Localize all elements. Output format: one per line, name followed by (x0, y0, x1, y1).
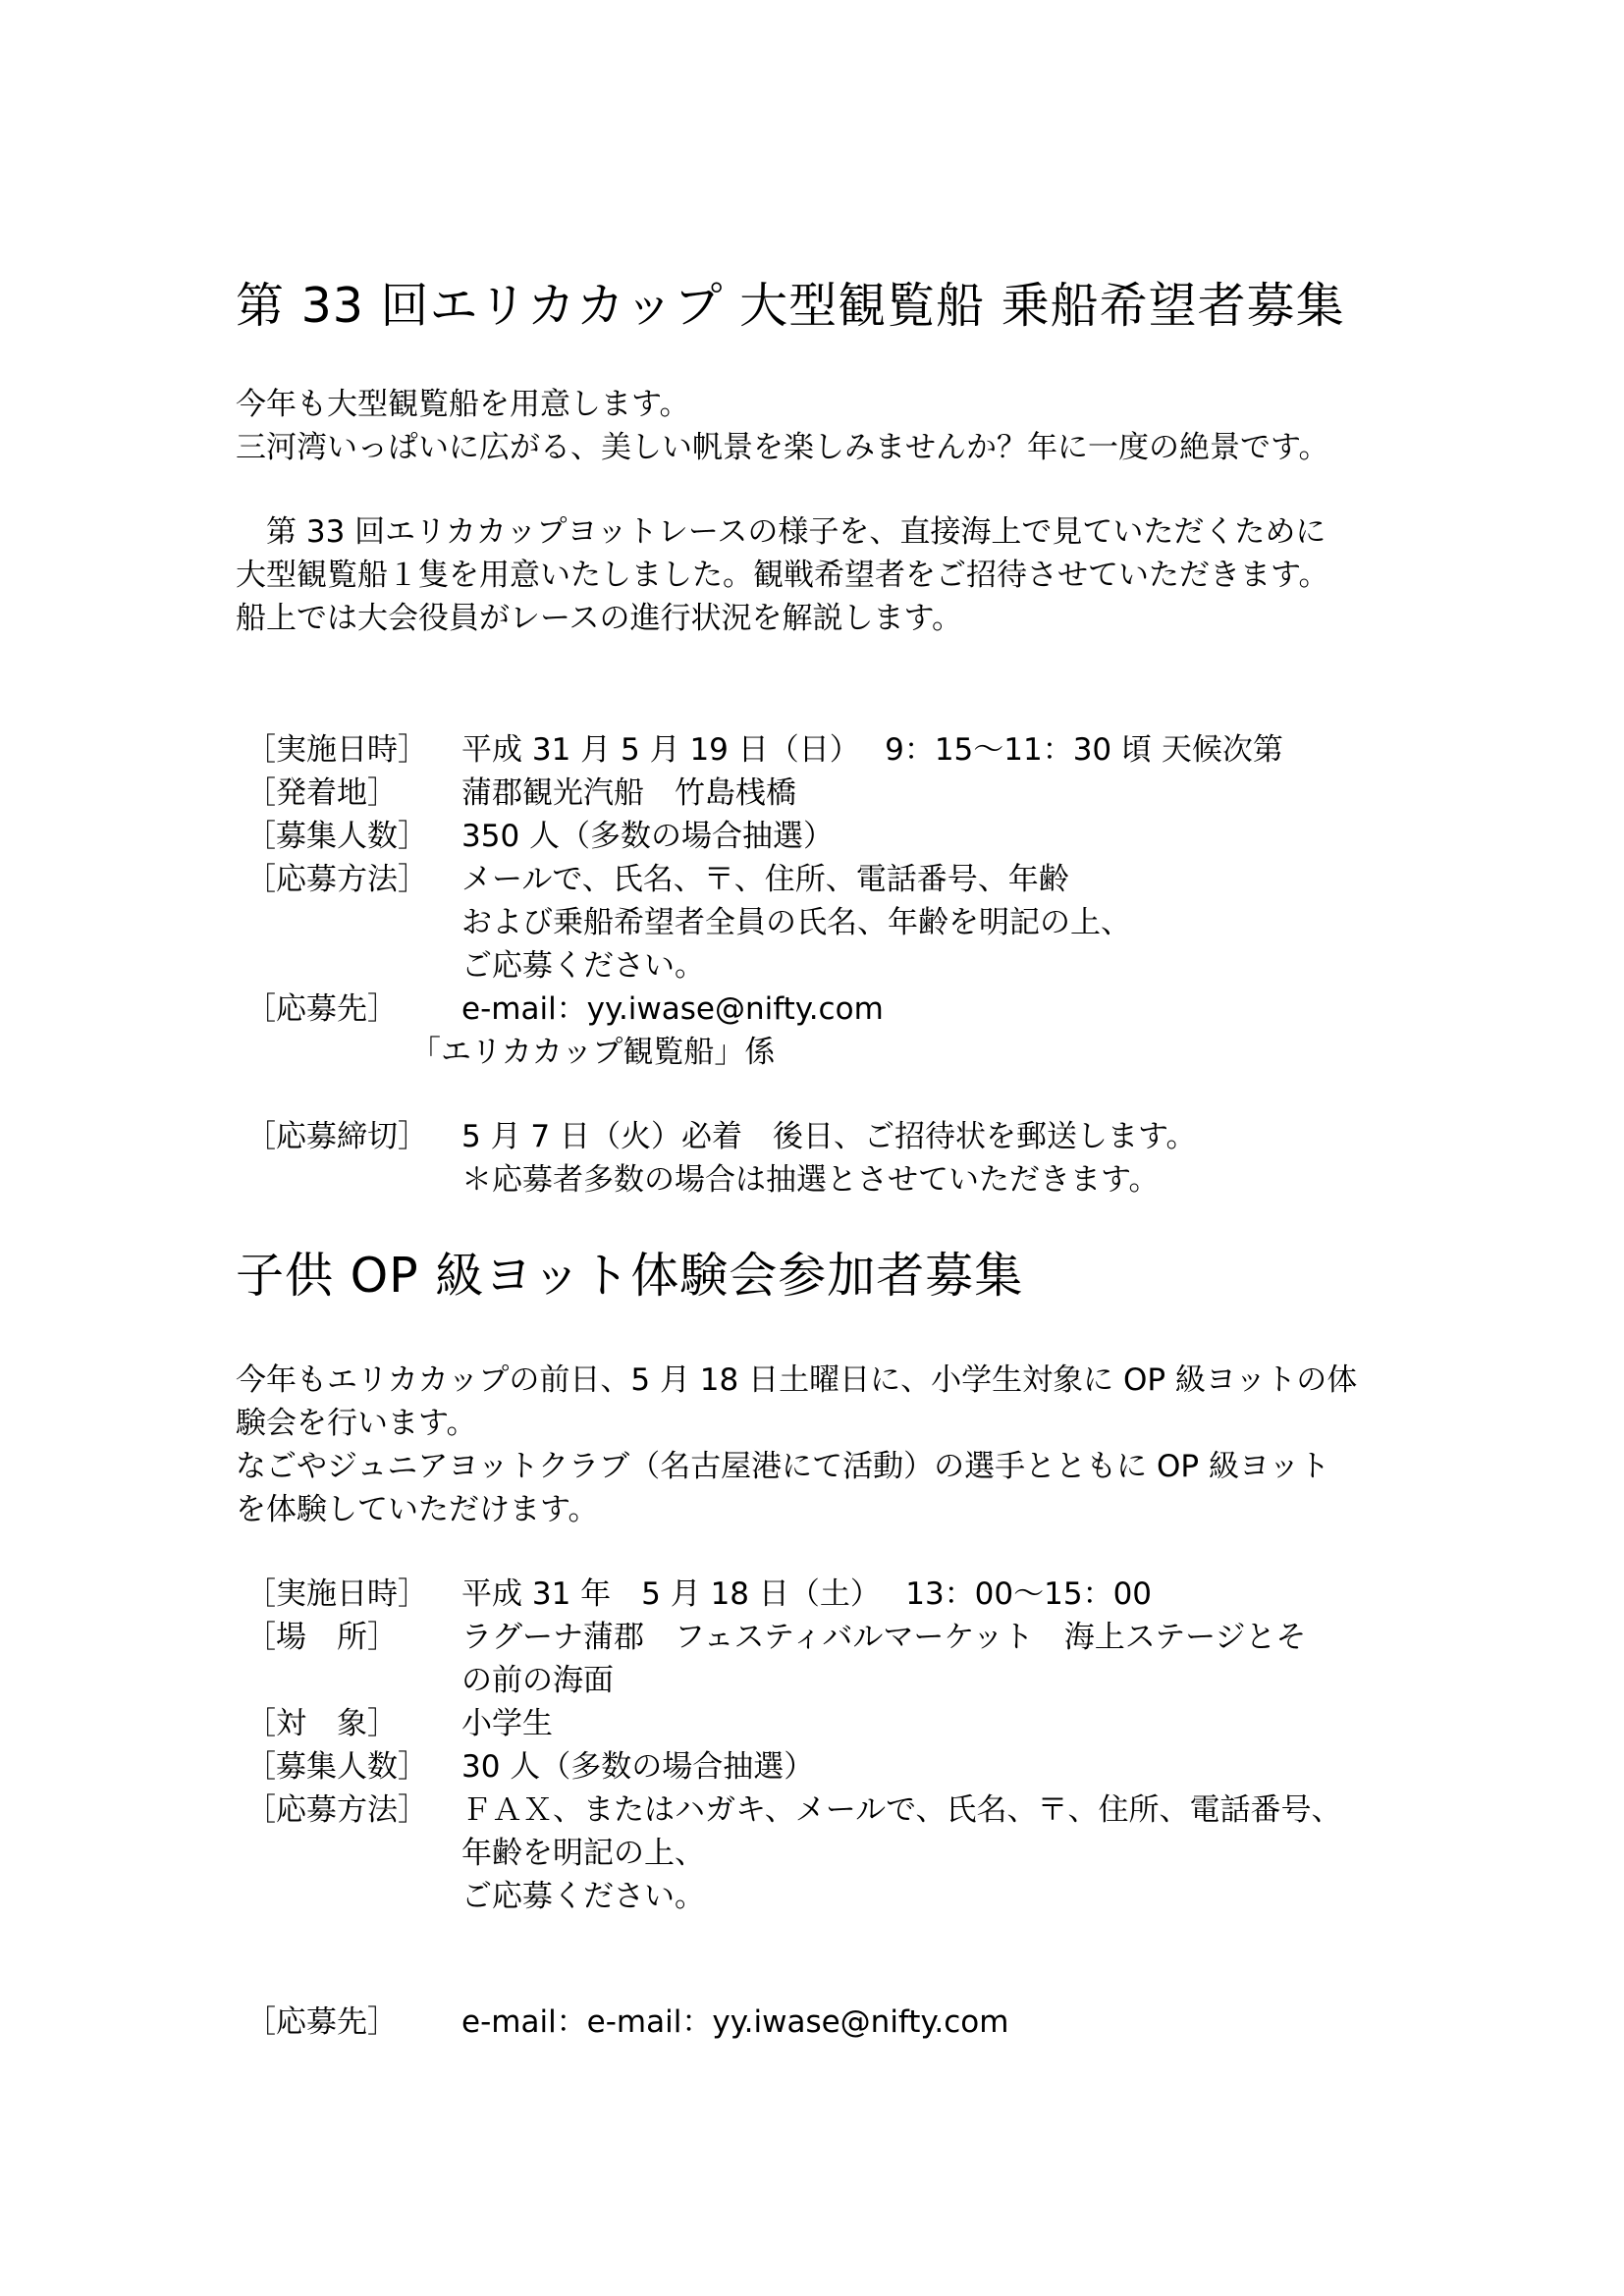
deadline-label: ［応募締切］ (245, 1119, 428, 1154)
section1-body-line: 第 33 回エリカカップヨットレースの様子を、直接海上で見ていただくために (236, 514, 1326, 550)
contact-note: 「エリカカップ観覧船」係 (410, 1035, 776, 1070)
method-line: および乗船希望者全員の氏名、年齢を明記の上、 (461, 905, 1131, 940)
deadline-note: ＊応募者多数の場合は抽選とさせていただきます。 (461, 1162, 1160, 1198)
method-line: 年齢を明記の上、 (461, 1836, 705, 1871)
capacity-value: 30 人（多数の場合抽選） (461, 1749, 815, 1785)
section2-intro-line: なごやジュニアヨットクラブ（名古屋港にて活動）の選手とともに OP 級ヨット (236, 1449, 1330, 1484)
place-line: の前の海面 (461, 1663, 614, 1698)
place-label: ［場 所］ (245, 1620, 398, 1655)
contact-label: ［応募先］ (245, 2004, 398, 2040)
capacity-label: ［募集人数］ (245, 1749, 428, 1785)
method-label: ［応募方法］ (245, 862, 428, 897)
section2-intro-line: 験会を行います。 (236, 1406, 477, 1441)
section2-title: 子供 OP 級ヨット体験会参加者募集 (236, 1248, 1024, 1304)
section1-body-line: 船上では大会役員がレースの進行状況を解説します。 (236, 601, 962, 636)
section2-intro-line: 今年もエリカカップの前日、5 月 18 日土曜日に、小学生対象に OP 級ヨットの体 (236, 1362, 1358, 1398)
capacity-value: 350 人（多数の場合抽選） (461, 819, 835, 854)
section1-title: 第 33 回エリカカップ 大型観覧船 乗船希望者募集 (236, 278, 1345, 334)
contact-email[interactable]: e-mail：yy.iwase@nifty.com (461, 991, 884, 1027)
contact-email[interactable]: e-mail：e-mail：yy.iwase@nifty.com (461, 2004, 1009, 2040)
capacity-label: ［募集人数］ (245, 819, 428, 854)
method-line: メールで、氏名、〒、住所、電話番号、年齢 (461, 862, 1069, 897)
place-value: 蒲郡観光汽船 竹島桟橋 (461, 775, 796, 811)
section1-body-line: 大型観覧船１隻を用意いたしました。観戦希望者をご招待させていただきます。 (236, 558, 1329, 593)
date-label: ［実施日時］ (245, 732, 428, 768)
place-label: ［発着地］ (245, 775, 398, 811)
target-label: ［対 象］ (245, 1706, 398, 1741)
method-line: ご応募ください。 (461, 1879, 705, 1914)
place-line: ラグーナ蒲郡 フェスティバルマーケット 海上ステージとそ (461, 1620, 1307, 1655)
section2-intro-line: を体験していただけます。 (236, 1492, 599, 1527)
section1-intro-line: 三河湾いっぱいに広がる、美しい帆景を楽しみませんか？年に一度の絶景です。 (236, 430, 1329, 465)
contact-label: ［応募先］ (245, 991, 398, 1027)
method-label: ［応募方法］ (245, 1792, 428, 1828)
date-value: 平成 31 年 5 月 18 日（土） 13：00〜15：00 (461, 1576, 1153, 1612)
method-line: ご応募ください。 (461, 948, 705, 984)
deadline-value: 5 月 7 日（火）必着 後日、ご招待状を郵送します。 (461, 1119, 1197, 1154)
date-label: ［実施日時］ (245, 1576, 428, 1612)
section1-intro-line: 今年も大型観覧船を用意します。 (236, 387, 690, 422)
target-value: 小学生 (461, 1706, 553, 1741)
date-value: 平成 31 月 5 月 19 日（日） 9：15〜11：30 頃 天候次第 (461, 732, 1283, 768)
method-line: ＦＡＸ、またはハガキ、メールで、氏名、〒、住所、電話番号、 (461, 1792, 1342, 1828)
